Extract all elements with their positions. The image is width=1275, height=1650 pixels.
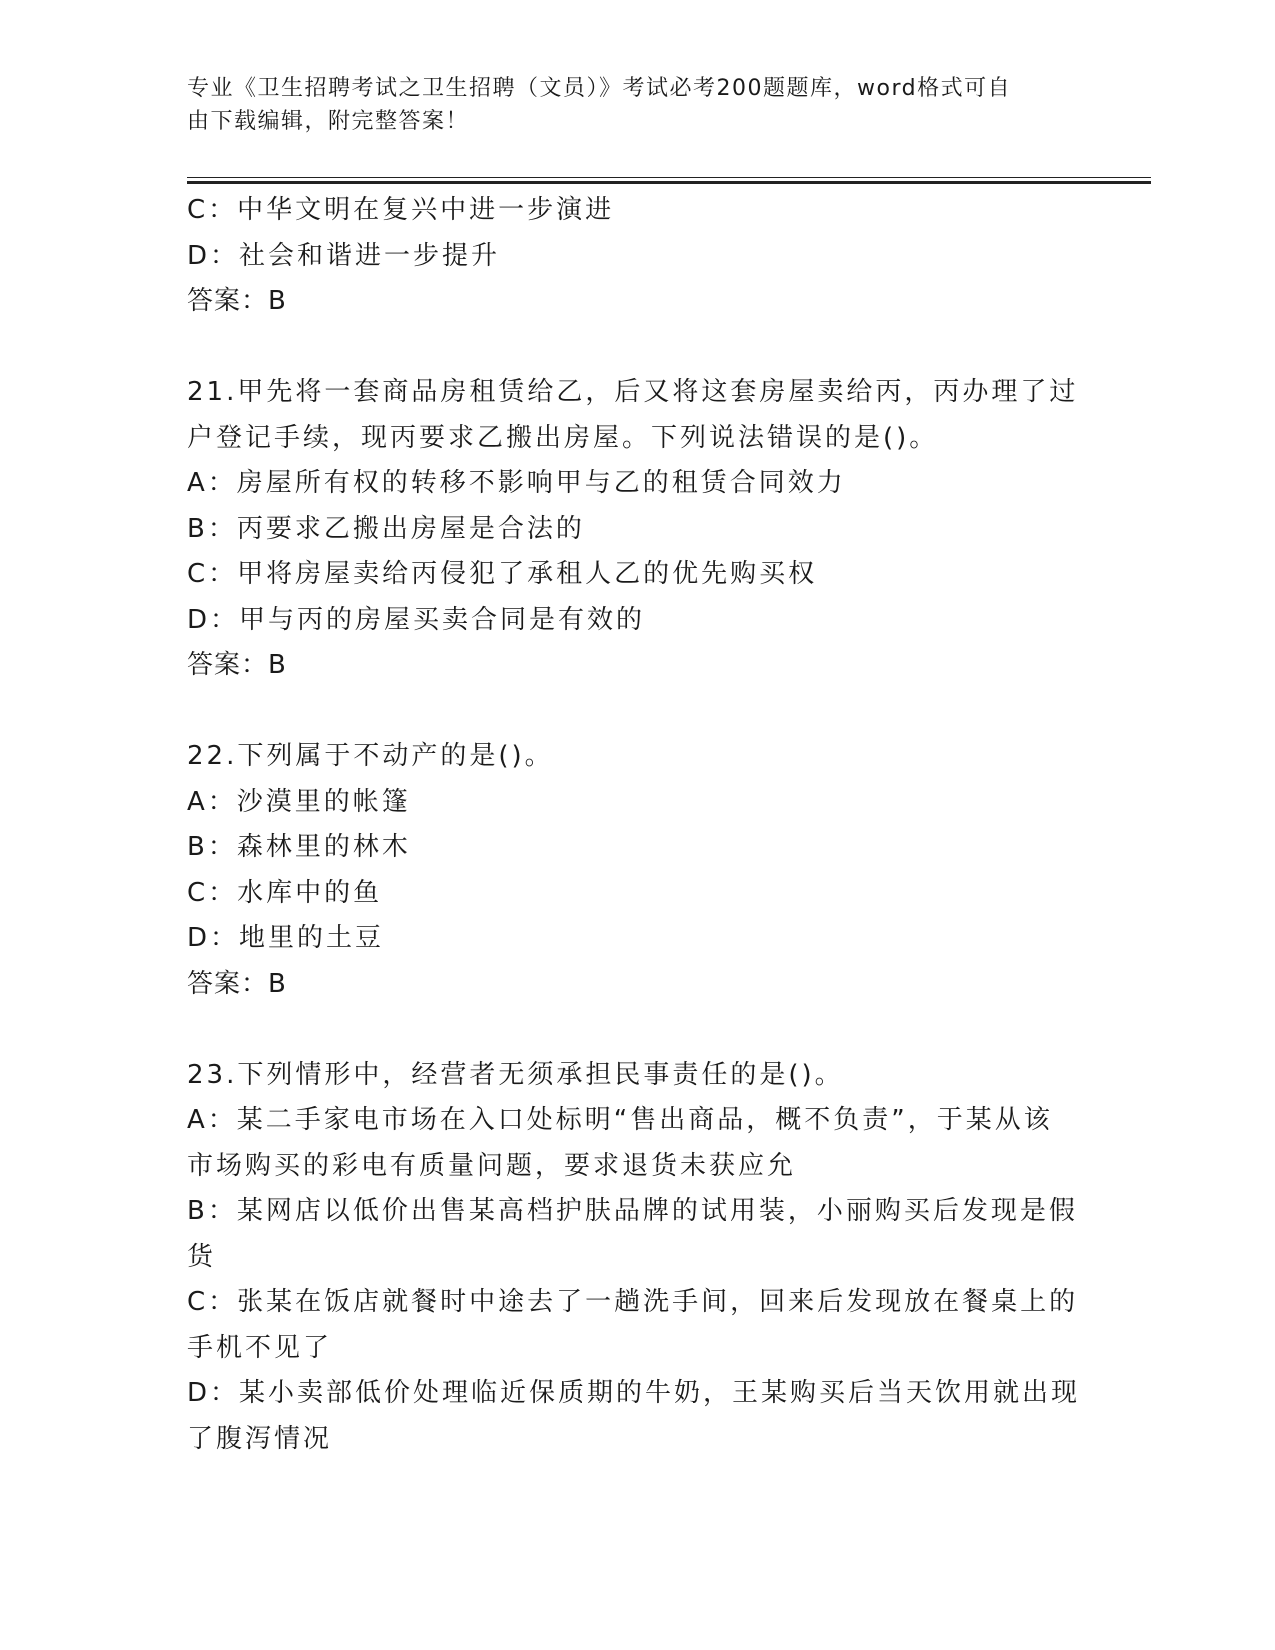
spacer (187, 325, 1087, 371)
header-line-1: 专业《卫生招聘考试之卫生招聘（文员）》考试必考200题题库，word格式可自 (187, 76, 1012, 101)
option-a: A：沙漠里的帐篷 (187, 786, 411, 817)
spacer (187, 1007, 1087, 1053)
option-b: B：丙要求乙搬出房屋是合法的 (187, 513, 585, 544)
option-d: D：某小卖部低价处理临近保质期的牛奶，王某购买后当天饮用就出现 (187, 1378, 1081, 1408)
question-content (187, 188, 1087, 1462)
option-c: C：中华文明在复兴中进一步演进 (187, 195, 615, 225)
option-b: B：某网店以低价出售某高档护肤品牌的试用装，小丽购买后发现是假 (187, 1196, 1078, 1226)
option-c-continued: 手机不见了 (187, 1332, 333, 1363)
question-23 (187, 1053, 1087, 1463)
option-b-continued: 货 (187, 1241, 217, 1272)
option-d: D：甲与丙的房屋买卖合同是有效的 (187, 604, 646, 635)
option-a: A：某二手家电市场在入口处标明“售出商品，概不负责”，于某从该 (187, 1105, 1053, 1135)
question-22 (187, 734, 1087, 1007)
question-stem-continued: 户登记手续，现丙要求乙搬出房屋。下列说法错误的是()。 (187, 422, 939, 453)
option-d: D：地里的土豆 (187, 923, 385, 953)
header-divider-thin (187, 177, 1151, 178)
option-c: C：甲将房屋卖给丙侵犯了承租人乙的优先购买权 (187, 559, 818, 589)
question-stem: 21.甲先将一套商品房租赁给乙，后又将这套房屋卖给丙，丙办理了过 (187, 377, 1079, 407)
answer-line: 答案：B (187, 286, 287, 316)
question-stem: 23.下列情形中，经营者无须承担民事责任的是()。 (187, 1059, 844, 1090)
answer-line: 答案：B (187, 650, 287, 680)
header-line-2: 由下载编辑，附完整答案！ (187, 109, 470, 134)
answer-line: 答案：B (187, 968, 287, 999)
option-d: D：社会和谐进一步提升 (187, 240, 501, 271)
option-c: C：水库中的鱼 (187, 877, 383, 908)
option-a-continued: 市场购买的彩电有质量问题，要求退货未获应允 (187, 1150, 797, 1181)
question-21 (187, 370, 1087, 689)
document-header (187, 72, 1067, 138)
question-fragment-top (187, 188, 1087, 325)
header-divider-thick (187, 181, 1151, 184)
option-c: C：张某在饭店就餐时中途去了一趟洗手间，回来后发现放在餐桌上的 (187, 1287, 1079, 1317)
spacer (187, 689, 1087, 735)
option-b: B：森林里的林木 (187, 832, 411, 862)
option-d-continued: 了腹泻情况 (187, 1423, 333, 1454)
option-a: A：房屋所有权的转移不影响甲与乙的租赁合同效力 (187, 468, 846, 498)
question-stem: 22.下列属于不动产的是()。 (187, 741, 554, 771)
